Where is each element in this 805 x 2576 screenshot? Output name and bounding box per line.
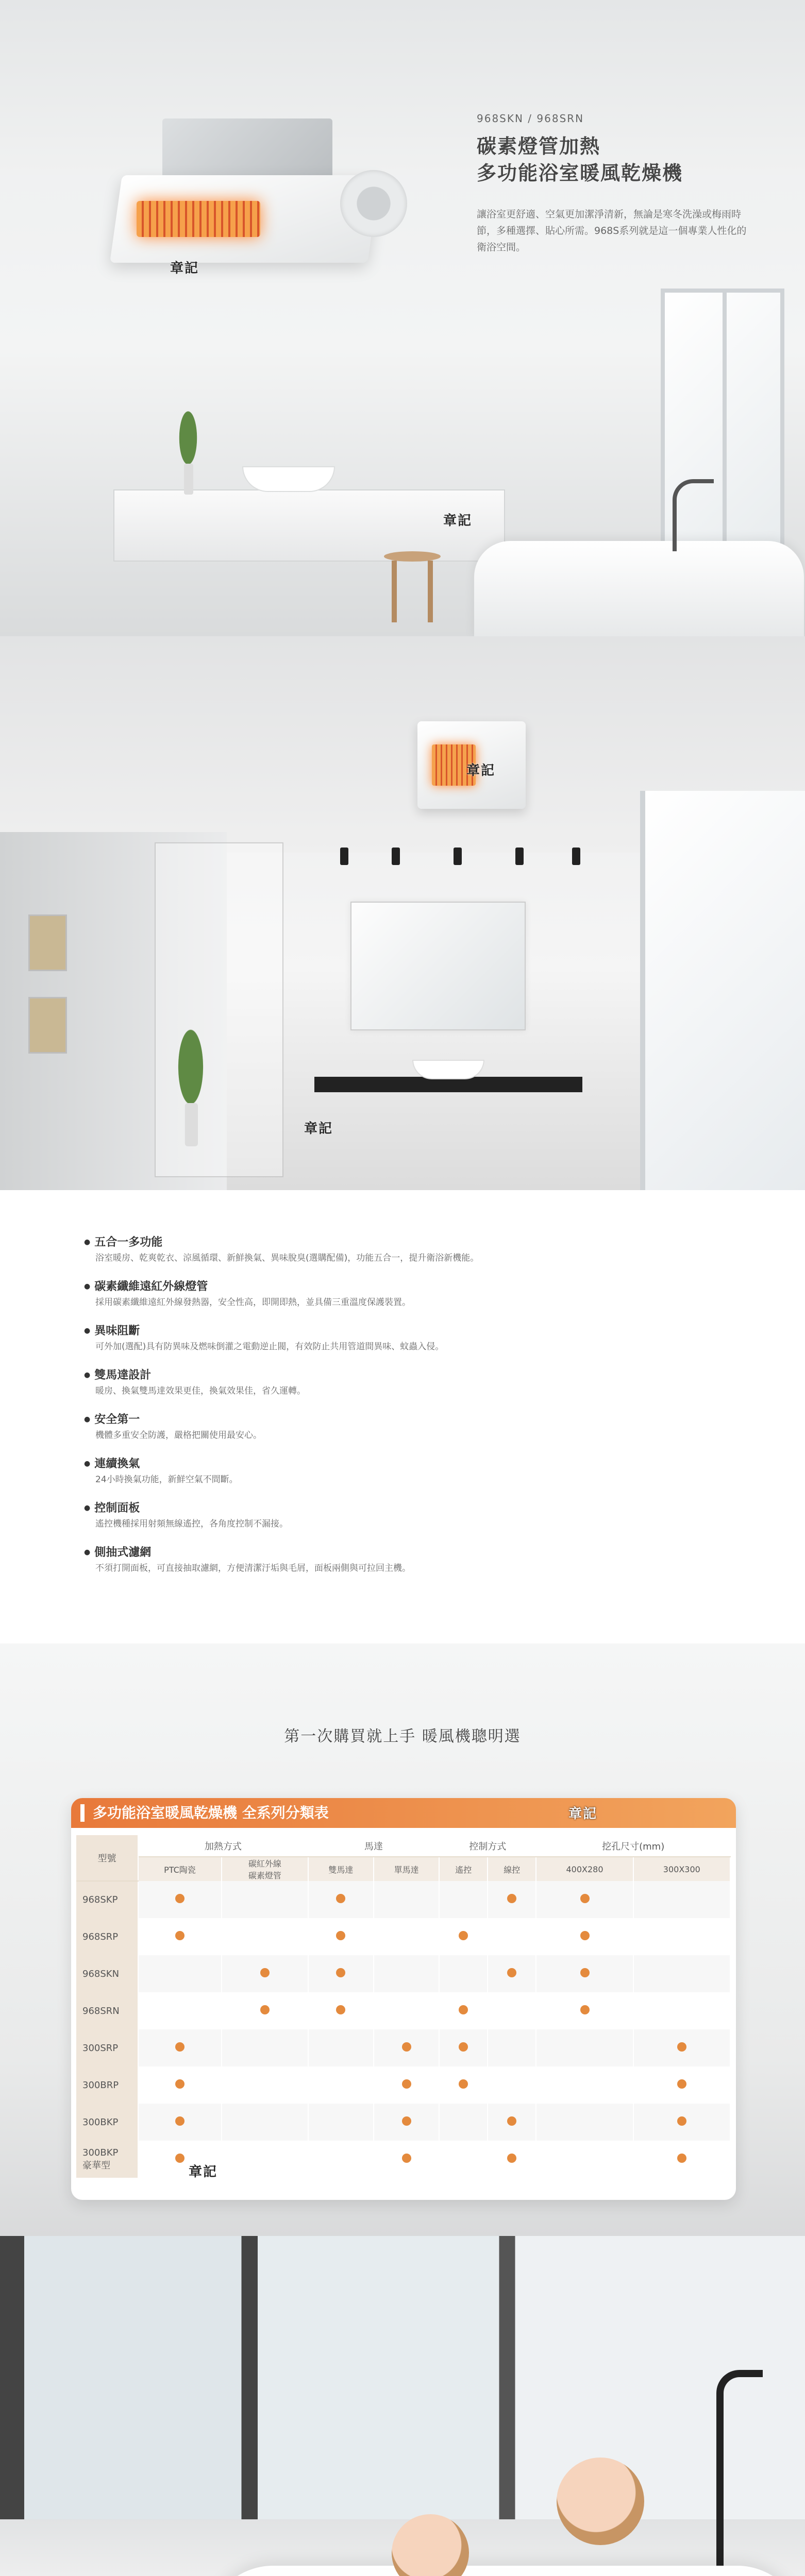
spec-cell	[536, 1918, 633, 1955]
warming-section	[0, 2236, 805, 2576]
spec-cell	[536, 1955, 633, 1992]
spec-cell	[222, 1918, 308, 1955]
spec-cell	[536, 2066, 633, 2104]
spec-cell	[222, 1992, 308, 2029]
spec-cell	[439, 1881, 488, 1918]
feature-item	[84, 1500, 288, 1531]
feature-dot-icon	[175, 2116, 185, 2126]
spec-cell	[536, 1881, 633, 1918]
feature-dot-icon	[580, 1894, 590, 1903]
feature-description: 浴室暖房、乾爽乾衣、涼風循環、新鮮換氣、異味脫臭(選購配備)，功能五合一，提升衛浴新機能。	[95, 1253, 479, 1263]
watermark: 章記	[189, 2164, 218, 2180]
spec-cell	[488, 2066, 536, 2104]
spec-cell	[222, 2029, 308, 2066]
wooden-stool	[384, 551, 441, 623]
spec-cell	[439, 2104, 488, 2141]
group-control: 控制方式	[439, 1835, 536, 1857]
feature-title: ● 碳素纖維遠紅外線燈管	[84, 1278, 411, 1295]
spec-cell	[308, 1955, 374, 1992]
watermark: 章記	[466, 763, 496, 778]
feature-item	[84, 1367, 306, 1398]
group-cutout: 挖孔尺寸(mm)	[536, 1835, 730, 1857]
feature-item	[84, 1455, 238, 1487]
plant-pot	[169, 1002, 212, 1146]
model-cell: 968SKN	[76, 1955, 138, 1992]
spec-cell	[536, 2029, 633, 2066]
hero-section	[0, 0, 805, 636]
spec-cell	[536, 1992, 633, 2029]
feature-dot-icon	[507, 1894, 516, 1903]
feature-description: 不須打開面板，可直接抽取濾網，方便清潔汙垢與毛屑，面板兩側與可拉回主機。	[95, 1563, 411, 1573]
spec-cell	[222, 1881, 308, 1918]
feature-title: ● 五合一多功能	[84, 1234, 479, 1251]
spec-table	[76, 1835, 731, 2178]
table-body	[76, 1881, 730, 2178]
spec-cell	[374, 1992, 439, 2029]
feature-description: 機體多重安全防護，嚴格把關使用最安心。	[95, 1430, 262, 1440]
bathtub	[206, 2566, 804, 2576]
model-cell: 300SRP	[76, 2029, 138, 2066]
feature-dot-icon	[175, 2079, 185, 2089]
spec-cell	[308, 1918, 374, 1955]
child-left	[392, 2514, 469, 2576]
column-header: 300X300	[633, 1857, 730, 1881]
watermark: 章記	[304, 1121, 333, 1137]
column-header: 單馬達	[374, 1857, 439, 1881]
feature-dot-icon	[507, 2116, 516, 2126]
spec-cell	[439, 2141, 488, 2178]
feature-dot-icon	[336, 1894, 345, 1903]
model-cell: 300BRP	[76, 2066, 138, 2104]
spec-cell	[633, 1955, 730, 1992]
spec-cell	[633, 2141, 730, 2178]
spec-cell	[439, 2029, 488, 2066]
feature-description: 採用碳素纖維遠紅外線發熱器，安全性高，即開即熱，並具備三重溫度保護裝置。	[95, 1297, 411, 1308]
feature-dot-icon	[580, 1931, 590, 1940]
card-title: 多功能浴室暖風乾燥機 全系列分類表	[71, 1798, 736, 1828]
spec-cell	[308, 1992, 374, 2029]
spec-cell	[439, 1992, 488, 2029]
spec-cell	[488, 1918, 536, 1955]
spec-cell	[488, 1881, 536, 1918]
bathroom-scene	[0, 636, 805, 1190]
spec-cell	[374, 2141, 439, 2178]
spec-cell	[222, 2104, 308, 2141]
spec-cell	[222, 2066, 308, 2104]
feature-item	[84, 1544, 411, 1575]
sink	[242, 466, 335, 492]
spec-cell	[138, 1918, 222, 1955]
spec-cell	[439, 1918, 488, 1955]
spec-cell	[138, 1881, 222, 1918]
spec-cell	[633, 1992, 730, 2029]
spec-cell	[138, 2066, 222, 2104]
duct-pipe	[340, 170, 407, 237]
table-heading: 第一次購買就上手 暖風機聰明選	[284, 1727, 521, 1745]
spec-cell	[308, 1881, 374, 1918]
spec-cell	[138, 1955, 222, 1992]
feature-dot-icon	[507, 2154, 516, 2163]
hero-description: 讓浴室更舒適、空氣更加潔淨清新，無論是寒冬洗澡或梅雨時節，多種選擇、貼心所需。968S系列就是這一個專業人性化的衛浴空間。	[477, 209, 747, 253]
column-header: 碳紅外線 碳素燈管	[222, 1857, 308, 1881]
spec-cell	[374, 1918, 439, 1955]
window	[0, 2236, 805, 2519]
feature-item	[84, 1234, 479, 1265]
feature-dot-icon	[677, 2116, 686, 2126]
spec-cell	[633, 2104, 730, 2141]
plant-pot	[173, 392, 204, 495]
hero-title: 碳素燈管加熱 多功能浴室暖風乾燥機	[477, 135, 683, 184]
spec-cell	[536, 2104, 633, 2141]
table-row	[76, 1992, 730, 2029]
table-row	[76, 2029, 730, 2066]
spec-cell	[536, 2141, 633, 2178]
feature-dot-icon	[336, 1931, 345, 1940]
model-cell: 968SRP	[76, 1918, 138, 1955]
bathtub	[474, 541, 804, 636]
column-header: 雙馬達	[308, 1857, 374, 1881]
heater-lamp	[137, 201, 260, 237]
mirror	[350, 902, 526, 1030]
feature-dot-icon	[336, 1968, 345, 1977]
spec-cell	[138, 2104, 222, 2141]
feature-title: ● 異味阻斷	[84, 1323, 444, 1340]
spec-cell	[374, 2104, 439, 2141]
bath-faucet	[673, 479, 714, 551]
feature-description: 遙控機種採用射頻無線遙控，各角度控制不漏接。	[95, 1519, 288, 1529]
feature-item	[84, 1411, 262, 1443]
group-motor: 馬達	[308, 1835, 439, 1857]
spec-table-section	[0, 1643, 805, 2236]
spec-cell	[308, 2104, 374, 2141]
feature-dot-icon	[402, 2154, 411, 2163]
spec-cell	[488, 1992, 536, 2029]
spec-cell	[138, 2029, 222, 2066]
spec-cell	[138, 1992, 222, 2029]
feature-dot-icon	[260, 1968, 270, 1977]
feature-title: ● 連續換氣	[84, 1455, 238, 1472]
basin	[412, 1060, 484, 1079]
spec-cell	[633, 2029, 730, 2066]
spec-cell	[374, 2066, 439, 2104]
column-header: 線控	[488, 1857, 536, 1881]
feature-dot-icon	[459, 2005, 468, 2014]
feature-title: ● 雙馬達設計	[84, 1367, 306, 1384]
model-cell: 968SRN	[76, 1992, 138, 2029]
table-row	[76, 1955, 730, 1992]
table-row	[76, 2141, 730, 2178]
feature-dot-icon	[507, 1968, 516, 1977]
group-heating: 加熱方式	[138, 1835, 308, 1857]
model-cell: 968SKP	[76, 1881, 138, 1918]
feature-dot-icon	[459, 2079, 468, 2089]
feature-dot-icon	[677, 2154, 686, 2163]
model-header: 型號	[76, 1835, 138, 1881]
table-row	[76, 1881, 730, 1918]
feature-description: 暖房、換氣雙馬達效果更佳，換氣效果佳，省久運轉。	[95, 1386, 306, 1396]
feature-dot-icon	[677, 2079, 686, 2089]
feature-description: 可外加(選配)具有防異味及燃味倒灌之電動逆止閥，有效防止共用管道間異味、蚊蟲入侵。	[95, 1342, 444, 1352]
spec-cell	[374, 1955, 439, 1992]
spec-cell	[308, 2141, 374, 2178]
spec-cell	[488, 2141, 536, 2178]
spec-cell	[633, 2066, 730, 2104]
column-header: 400X280	[536, 1857, 633, 1881]
spec-cell	[222, 1955, 308, 1992]
column-header-row	[76, 1857, 730, 1881]
spec-cell	[308, 2029, 374, 2066]
column-header: PTC陶瓷	[138, 1857, 222, 1881]
feature-dot-icon	[580, 1968, 590, 1977]
hero-models: 968SKN / 968SRN	[477, 112, 584, 125]
table-row	[76, 1918, 730, 1955]
feature-dot-icon	[402, 2079, 411, 2089]
feature-dot-icon	[459, 1931, 468, 1940]
spec-cell	[308, 2066, 374, 2104]
feature-dot-icon	[260, 2005, 270, 2014]
spec-cell	[222, 2141, 308, 2178]
table-row	[76, 2066, 730, 2104]
spec-cell	[439, 1955, 488, 1992]
feature-dot-icon	[402, 2042, 411, 2052]
bath-faucet	[716, 2370, 763, 2576]
column-header: 遙控	[439, 1857, 488, 1881]
spec-cell	[488, 1955, 536, 1992]
feature-dot-icon	[336, 2005, 345, 2014]
feature-dot-icon	[677, 2042, 686, 2052]
features-section	[0, 1190, 805, 1643]
spec-cell	[439, 2066, 488, 2104]
spec-cell	[374, 2029, 439, 2066]
watermark: 章記	[568, 1806, 598, 1822]
spec-cell	[633, 1881, 730, 1918]
feature-title: ● 控制面板	[84, 1500, 288, 1517]
feature-description: 24小時換氣功能，新鮮空氣不間斷。	[95, 1475, 238, 1485]
feature-dot-icon	[402, 2116, 411, 2126]
feature-dot-icon	[459, 2042, 468, 2052]
feature-dot-icon	[175, 1894, 185, 1903]
feature-dot-icon	[175, 2042, 185, 2052]
feature-title: ● 側抽式濾網	[84, 1544, 411, 1561]
feature-dot-icon	[175, 2154, 185, 2163]
spec-cell	[488, 2029, 536, 2066]
spec-cell	[488, 2104, 536, 2141]
feature-dot-icon	[580, 2005, 590, 2014]
spec-card	[71, 1798, 736, 2200]
spec-cell	[633, 1918, 730, 1955]
model-cell: 300BKP	[76, 2104, 138, 2141]
feature-dot-icon	[175, 1931, 185, 1940]
window	[640, 791, 805, 1190]
watermark: 章記	[443, 513, 473, 529]
model-cell: 300BKP 豪華型	[76, 2141, 138, 2178]
child-right	[557, 2458, 644, 2545]
feature-title: ● 安全第一	[84, 1411, 262, 1428]
spec-cell	[374, 1881, 439, 1918]
table-row	[76, 2104, 730, 2141]
feature-item	[84, 1278, 411, 1310]
feature-item	[84, 1323, 444, 1354]
watermark: 章記	[170, 261, 199, 276]
